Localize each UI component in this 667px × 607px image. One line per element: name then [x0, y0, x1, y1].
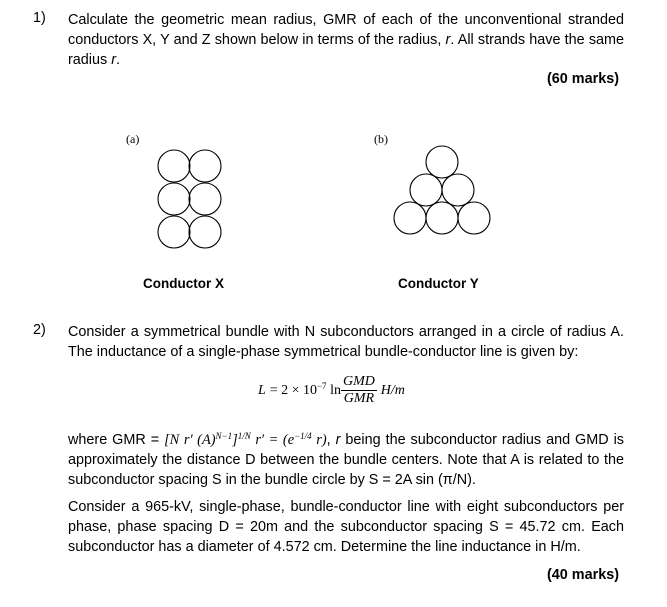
where-exp2: 1/N [237, 431, 251, 441]
q1-text-mid: . All strands have the same radius [68, 32, 625, 68]
strand-circle [158, 216, 190, 248]
q1-r: r [445, 32, 451, 48]
where-post2: being the subconductor radius and GMD is approximately the distance D between the bundle centers. Note that A is related to the subconductor spacing S in the bundle circle by S = 2A sin (π/N). [68, 432, 624, 488]
conductor-y-label: Conductor Y [398, 276, 479, 291]
figure-b-label: (b) [374, 132, 388, 146]
where-expr2: ] [232, 432, 238, 448]
eq-unit: H/m [380, 383, 405, 399]
where-expr5: r) [311, 432, 327, 448]
conductor-y-diagram [385, 140, 500, 245]
where-expr3: r′ = [250, 432, 283, 448]
question-1-text [68, 10, 624, 70]
eq-ln: ln [326, 383, 341, 399]
strand-circle [189, 216, 221, 248]
where-pre: where GMR = [68, 432, 165, 448]
q1-text-part: Calculate the geometric mean radius, GMR of each of the unconventional stranded conductors X, Y and Z shown below in terms of the radius, [68, 12, 624, 48]
q1-r2: r [111, 52, 116, 68]
question-2-number: 2) [33, 322, 46, 338]
where-post1: , [326, 432, 336, 448]
strand-circle [442, 174, 474, 206]
strand-circle [158, 150, 190, 182]
eq-mid-text: = 2 × 10 [269, 383, 317, 399]
question-2-where [68, 426, 624, 490]
eq-denominator: GMR [343, 391, 375, 406]
where-exp3: −1/4 [294, 431, 312, 441]
strand-circle [426, 146, 458, 178]
question-2-marks: (40 marks) [547, 567, 619, 583]
strand-circle [458, 202, 490, 234]
eq-numerator: GMD [342, 374, 375, 389]
question-2-intro: Consider a symmetrical bundle with N subconductors arranged in a circle of radius A. The inductance of a single-phase symmetrical bundle-conductor line is given by: [68, 324, 624, 360]
strand-circle [158, 183, 190, 215]
q1-text-end: . [116, 52, 120, 68]
figure-a-label: (a) [126, 132, 140, 146]
conductor-x-label: Conductor X [143, 276, 224, 291]
question-1-number: 1) [33, 10, 46, 26]
strand-circle [410, 174, 442, 206]
eq-exponent: −7 [316, 381, 327, 392]
where-r: r [335, 432, 341, 448]
where-gmr-expr [164, 432, 327, 448]
eq-lhs: L [258, 383, 266, 399]
question-1-marks: (60 marks) [547, 71, 619, 87]
where-exp1: N−1 [215, 431, 233, 441]
strand-circle [189, 183, 221, 215]
conductor-x-diagram [155, 140, 225, 255]
strand-circle [426, 202, 458, 234]
where-expr: [N r′ (A) [164, 432, 216, 448]
inductance-equation [258, 374, 405, 407]
eq-mid [270, 383, 341, 398]
where-expr4: (e [282, 432, 295, 448]
eq-fraction [341, 374, 377, 407]
strand-circle [189, 150, 221, 182]
question-2-problem: Consider a 965-kV, single-phase, bundle-conductor line with eight subconductors per phase, phase spacing D = 20m and the subconductor spacing S = 45.72 cm. Each subconductor has a diameter of 4.572 cm. Determine the line inductance in H/m. [68, 499, 624, 555]
strand-circle [394, 202, 426, 234]
